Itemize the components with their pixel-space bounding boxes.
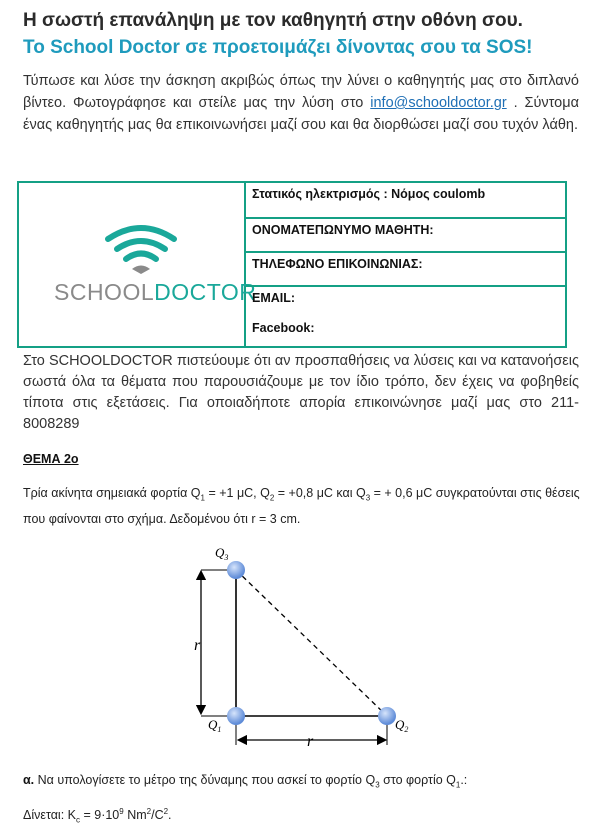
given-constant [23, 807, 172, 825]
topic-row [246, 183, 565, 219]
name-row[interactable] [246, 219, 565, 253]
label-r-vertical: r [194, 637, 201, 654]
intro-text: Τύπωσε και λύσε την άσκηση ακριβώς όπως την λύνει ο καθηγητής μας στο διπλανό βίντεο. Φωτογράφησε και στείλε μας την λύση στο [23, 73, 579, 111]
given-text-4: /C [151, 808, 164, 823]
problem-sub-1: 1 [200, 493, 205, 503]
charge-q1 [227, 707, 245, 725]
intro-paragraph [23, 70, 579, 136]
phone-row[interactable] [246, 253, 565, 287]
label-q3: $Q_3$ [215, 545, 229, 562]
page-title: Η σωστή επανάληψη με τον καθηγητή στην οθόνη σου. [23, 10, 523, 31]
charge-q2 [378, 707, 396, 725]
charges-figure [180, 540, 420, 762]
label-q2: $Q_2$ [395, 717, 409, 734]
question-a-text-1: Να υπολογίσετε το μέτρο της δύναμης που ασκεί το φορτίο Q [34, 773, 376, 787]
label-r-horizontal: r [307, 733, 314, 750]
info-rows [246, 183, 565, 346]
problem-text-4: = + 0,6 μC συγκρατούνται στις θέσεις που φαίνονται στο σχήμα. Δεδομένου ότι r = 3 cm. [23, 486, 580, 526]
page-subtitle: Το School Doctor σε προετοιμάζει δίνοντας σου τα SOS! [23, 37, 533, 58]
topic-label: Στατικός ηλεκτρισμός : Νόμος coulomb [252, 187, 486, 201]
info-table [17, 181, 567, 348]
given-text-1: Δίνεται: K [23, 808, 76, 823]
problem-text-2: = +1 μC, Q [204, 486, 270, 500]
question-a-text-2: στο φορτίο Q [379, 773, 456, 787]
problem-sub-2: 2 [269, 493, 275, 503]
section-heading: ΘΕΜΑ 2ο [23, 452, 79, 466]
question-a-sub-1: 3 [375, 780, 380, 790]
logo-wordmark [54, 279, 256, 306]
label-q1: $Q_1$ [208, 717, 222, 734]
problem-sub-3: 3 [365, 493, 371, 503]
email-label: EMAIL: [252, 291, 296, 305]
intro-text-end: . Σύντομα ένας καθηγητής μας θα επικοινωνήσει μαζί σου και θα διορθώσει μαζί σου τυχόν λάθη. [23, 95, 579, 133]
problem-text-1: Τρία ακίνητα σημειακά φορτία Q [23, 486, 201, 500]
charge-q3 [227, 561, 245, 579]
question-a [23, 773, 467, 790]
given-sub: c [76, 815, 80, 825]
problem-statement [23, 483, 583, 529]
logo-doctor: DOCTOR [154, 279, 257, 305]
given-text-2: = 9·10 [80, 808, 120, 823]
edge-q3-q2-dashed [236, 570, 387, 716]
question-a-label: α. [23, 773, 35, 787]
wifi-logo-icon [104, 223, 178, 275]
logo-school: SCHOOL [54, 279, 155, 305]
email-link[interactable]: info@schooldoctor.gr [370, 95, 507, 111]
question-a-sub-2: 1 [455, 780, 461, 790]
given-sup-3: 2 [163, 807, 169, 816]
info-paragraph: Στο SCHOOLDOCTOR πιστεύουμε ότι αν προσπαθήσεις να λύσεις και να κατανοήσεις σωστά όλα τα θέματα που παρουσιάζουμε με τον ίδιο τρόπο, δεν έχεις να φοβηθείς τίποτα στις εξετάσεις. Για οποιαδήποτε απορία επικοινώνησε μαζί μας στο 211-8008289 [23, 353, 579, 432]
question-a-text-3: .: [460, 773, 468, 787]
given-text-3: Nm [123, 808, 147, 823]
phone-label: ΤΗΛΕΦΩΝΟ ΕΠΙΚΟΙΝΩΝΙΑΣ: [252, 257, 423, 271]
given-sup-2: 2 [146, 807, 152, 816]
logo-cell [19, 183, 257, 346]
problem-text-3: = +0,8 μC και Q [274, 486, 366, 500]
facebook-label: Facebook: [252, 321, 315, 335]
contact-row[interactable] [246, 287, 565, 346]
given-sup-1: 9 [119, 807, 124, 816]
name-label: ΟΝΟΜΑΤΕΠΩΝΥΜΟ ΜΑΘΗΤΗ: [252, 223, 434, 237]
given-text-5: . [168, 808, 172, 823]
